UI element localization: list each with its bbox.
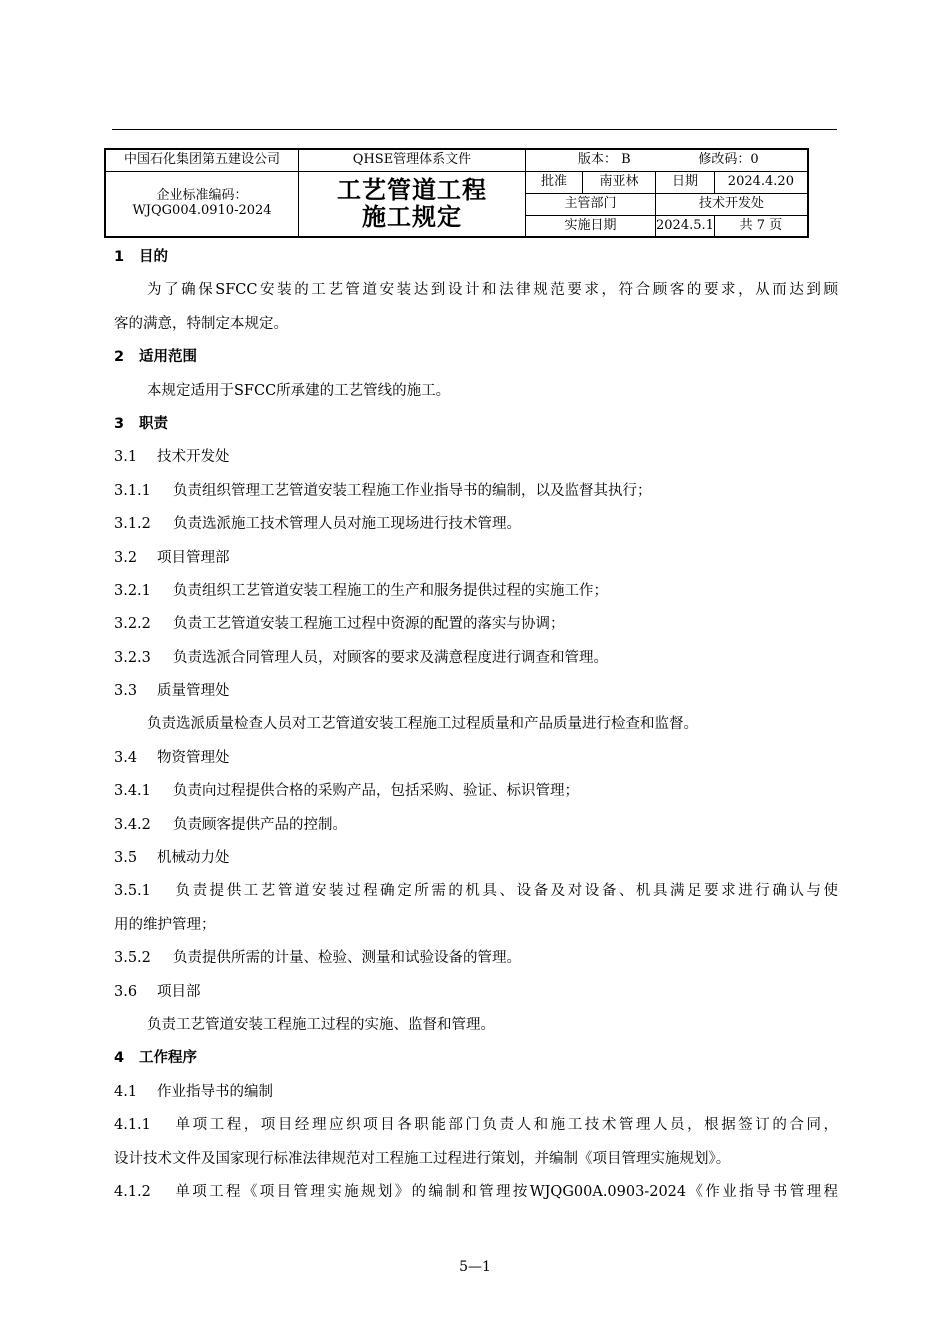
subsection-heading: 3.2 项目管理部 (114, 549, 230, 566)
subsection-heading: 3.6 项目部 (114, 983, 201, 1000)
approve-label: 批准 (526, 171, 583, 193)
version: 版本： B (578, 152, 631, 168)
clause: 4.1.2 单项工程《项目管理实施规划》的编制和管理按WJQG00A.0903-2024《作业指导书管理程 (114, 1183, 838, 1200)
paragraph: 负责工艺管道安装工程施工过程的实施、监督和管理。 (147, 1016, 495, 1033)
section-heading: 3 职责 (114, 415, 168, 432)
title-line-1: 工艺管道工程 (337, 176, 487, 205)
revision-code: 修改码：0 (698, 152, 759, 168)
paragraph: 为了确保SFCC安装的工艺管道安装达到设计和法律规范要求，符合顾客的要求，从而达到顾 (147, 282, 838, 299)
subsection-heading: 3.5 机械动力处 (114, 850, 230, 867)
clause: 3.5.2 负责提供所需的计量、检验、测量和试验设备的管理。 (114, 950, 521, 967)
subsection-heading: 4.1 作业指导书的编制 (114, 1083, 273, 1100)
section-title: 工作程序 (139, 1050, 197, 1067)
subsection-heading: 3.1 技术开发处 (114, 449, 230, 466)
title-line-2: 施工规定 (362, 202, 462, 231)
clause-continued: 设计技术文件及国家现行标准法律规范对工程施工过程进行策划，并编制《项目管理实施规划》。 (114, 1150, 731, 1167)
page-number: 5—1 (459, 1259, 491, 1275)
section-title: 职责 (139, 415, 168, 432)
clause: 3.1.1 负责组织管理工艺管道安装工程施工作业指导书的编制，以及监督其执行； (114, 482, 652, 499)
header-rule (112, 129, 837, 130)
subsection-heading: 3.3 质量管理处 (114, 683, 230, 700)
paragraph: 本规定适用于SFCC所承建的工艺管线的施工。 (147, 382, 451, 399)
clause: 3.5.1 负责提供工艺管道安装过程确定所需的机具、设备及对设备、机具满足要求进行确认与使 (114, 883, 838, 900)
clause: 3.1.2 负责选派施工技术管理人员对施工现场进行技术管理。 (114, 516, 521, 533)
subsection-heading: 3.4 物资管理处 (114, 749, 230, 766)
paragraph: 负责选派质量检查人员对工艺管道安装工程施工过程质量和产品质量进行检查和监督。 (147, 716, 698, 733)
approval-date: 2024.4.20 (714, 171, 808, 193)
clause: 3.2.3 负责选派合同管理人员，对顾客的要求及满意程度进行调查和管理。 (114, 649, 608, 666)
document-body (114, 241, 838, 1209)
clause-continued: 用的维护管理； (114, 916, 216, 933)
dept-label: 主管部门 (526, 193, 656, 215)
section-title: 目的 (139, 249, 168, 265)
section-heading: 2 适用范围 (114, 349, 197, 366)
impl-date-label: 实施日期 (526, 215, 656, 237)
version-cell (526, 149, 808, 171)
clause: 3.4.1 负责向过程提供合格的采购产品，包括采购、验证、标识管理； (114, 783, 579, 800)
section-heading: 4 工作程序 (114, 1050, 197, 1067)
system-name: QHSE管理体系文件 (299, 149, 526, 171)
standard-code-label: 企业标准编码： (156, 188, 248, 204)
date-label: 日期 (656, 171, 715, 193)
page-count: 共 7 页 (714, 215, 808, 237)
impl-date: 2024.5.1 (656, 215, 715, 237)
document-header-table (104, 148, 809, 238)
clause: 4.1.1 单项工程，项目经理应织项目各职能部门负责人和施工技术管理人员，根据签订的合同， (114, 1117, 838, 1134)
approver-name: 南亚林 (583, 171, 656, 193)
clause: 3.2.1 负责组织工艺管道安装工程施工的生产和服务提供过程的实施工作； (114, 582, 608, 599)
paragraph: 客的满意，特制定本规定。 (114, 315, 288, 332)
section-heading: 1 目的 (114, 249, 168, 265)
section-title: 适用范围 (139, 349, 197, 366)
company-name: 中国石化集团第五建设公司 (105, 149, 299, 171)
standard-code: WJQG004.0910-2024 (132, 202, 272, 218)
dept-name: 技术开发处 (656, 193, 808, 215)
standard-code-cell (105, 171, 299, 237)
clause: 3.4.2 负责顾客提供产品的控制。 (114, 816, 347, 833)
document-title (299, 171, 526, 237)
clause: 3.2.2 负责工艺管道安装工程施工过程中资源的配置的落实与协调； (114, 616, 565, 633)
